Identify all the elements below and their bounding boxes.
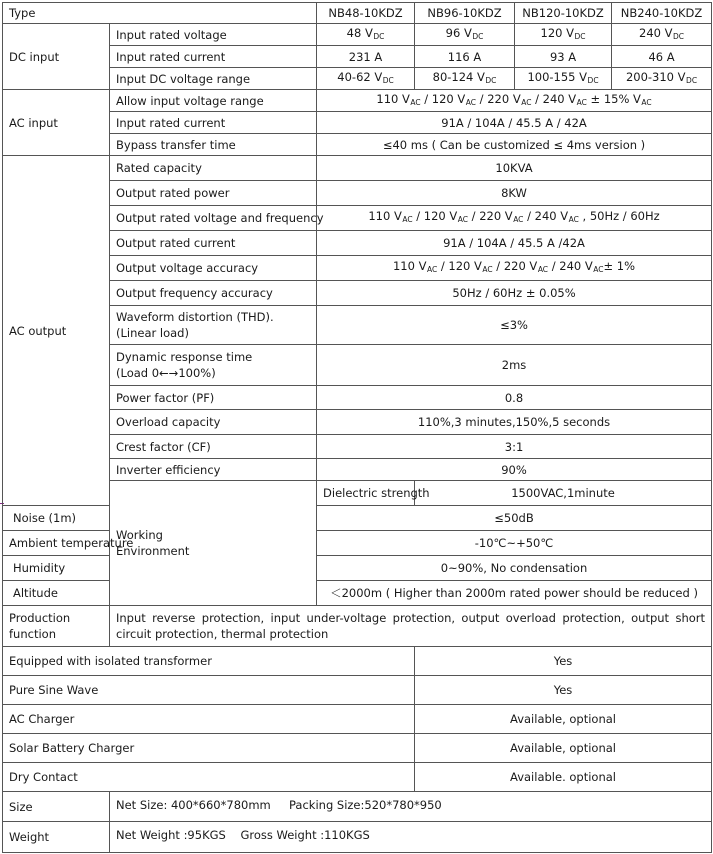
pf-row [3, 386, 712, 410]
production-value: Input reverse protection, input under-voltage protection, output overload protection, output short circuit protection, thermal protection [110, 606, 712, 647]
bypass-label: Bypass transfer time [110, 134, 317, 156]
dc-voltage-nb240: 240 $V_{DC}$ [612, 24, 712, 46]
voltage-accuracy-label: Output voltage accuracy [110, 256, 317, 281]
ac-allow-label: Allow input voltage range [110, 90, 317, 112]
dynamic-response-row [3, 345, 712, 386]
altitude-label: Altitude [3, 581, 110, 606]
overload-value: 110%,3 minutes,150%,5 seconds [317, 410, 712, 435]
working-environment-section: Working Environment [110, 481, 317, 606]
efficiency-row [3, 459, 712, 481]
feature-label: Pure Sine Wave [3, 676, 415, 705]
voltage-accuracy-value: 110 $V_{AC} / 120$ $V_{AC} / 220$ $V_{AC} / 240$ $V_{AC}\pm 1\%$ [317, 256, 712, 281]
freq-accuracy-label: Output frequency accuracy [110, 281, 317, 306]
feature-value: Yes [415, 676, 712, 705]
feature-row [3, 734, 712, 763]
feature-row [3, 676, 712, 705]
ac-input-section: AC input [3, 90, 110, 156]
overload-label: Overload capacity [110, 410, 317, 435]
capacity-label: Rated capacity [110, 156, 317, 181]
header-row [3, 3, 712, 24]
noise-row [3, 506, 712, 531]
pf-value: 0.8 [317, 386, 712, 410]
dc-current-nb120: 93 A [515, 46, 612, 68]
temperature-label: Ambient temperature [3, 531, 110, 556]
rated-vf-row [3, 206, 712, 231]
dc-range-row [3, 68, 712, 90]
dielectric-row [3, 481, 712, 506]
humidity-label: Humidity [3, 556, 110, 581]
feature-value: Available. optional [415, 763, 712, 792]
weight-row [3, 822, 712, 853]
dc-input-section: DC input [3, 24, 110, 90]
efficiency-value: 90% [317, 459, 712, 481]
feature-value: Yes [415, 647, 712, 676]
temperature-value: -10℃~+50℃ [317, 531, 712, 556]
model-nb120: NB120-10KDZ [515, 3, 612, 24]
ac-allow-value: 110 $V_{AC} / 120$ $V_{AC} / 220$ $V_{AC} / 240$ $V_{AC} \pm 15\%$ $V_{AC}$ [317, 90, 712, 112]
noise-value: ≤50dB [317, 506, 712, 531]
power-row [3, 181, 712, 206]
dc-range-nb120: 100-155 $V_{DC}$ [515, 68, 612, 90]
voltage-accuracy-row [3, 256, 712, 281]
crest-label: Crest factor (CF) [110, 435, 317, 459]
ac-input-current-row [3, 112, 712, 134]
dc-voltage-row [3, 24, 712, 46]
dc-range-label: Input DC voltage range [110, 68, 317, 90]
dielectric-value: 1500VAC,1minute [415, 481, 712, 506]
crest-value: 3:1 [317, 435, 712, 459]
rated-vf-label: Output rated voltage and frequency [110, 206, 317, 231]
dc-current-nb48: 231 A [317, 46, 415, 68]
output-current-row [3, 231, 712, 256]
noise-label: Noise (1m) [3, 506, 110, 531]
size-label: Size [3, 792, 110, 822]
dc-current-nb96: 116 A [415, 46, 515, 68]
freq-accuracy-value: 50Hz / 60Hz ± 0.05% [317, 281, 712, 306]
feature-label: Dry Contact [3, 763, 415, 792]
crest-row [3, 435, 712, 459]
ac-output-section: AC output [3, 156, 110, 506]
thd-label: Waveform distortion (THD). (Linear load) [110, 306, 317, 345]
capacity-row [3, 156, 712, 181]
temperature-row [3, 531, 712, 556]
ac-input-current-label: Input rated current [110, 112, 317, 134]
dynamic-response-value: 2ms [317, 345, 712, 386]
bypass-value: ≤40 ms ( Can be customized ≤ 4ms version ) [317, 134, 712, 156]
dc-current-label: Input rated current [110, 46, 317, 68]
production-row [3, 606, 712, 647]
dc-voltage-nb48: 48 $V_{DC}$ [317, 24, 415, 46]
output-current-label: Output rated current [110, 231, 317, 256]
pf-label: Power factor (PF) [110, 386, 317, 410]
thd-value: ≤3% [317, 306, 712, 345]
thd-row [3, 306, 712, 345]
weight-value: Net Weight :95KGS Gross Weight :110KGS [110, 822, 712, 853]
dielectric-label: Dielectric strength [317, 481, 415, 506]
dc-range-nb240: 200-310 $V_{DC}$ [612, 68, 712, 90]
overload-row [3, 410, 712, 435]
feature-label: Equipped with isolated transformer [3, 647, 415, 676]
humidity-value: 0~90%, No condensation [317, 556, 712, 581]
feature-row [3, 647, 712, 676]
rated-vf-value: 110 $V_{AC} / 120$ $V_{AC} / 220$ $V_{AC} / 240$ $V_{AC}$ , 50Hz / 60Hz [317, 206, 712, 231]
humidity-row [3, 556, 712, 581]
model-nb240: NB240-10KDZ [612, 3, 712, 24]
dynamic-response-label: Dynamic response time (Load 0←→100%) [110, 345, 317, 386]
dc-current-nb240: 46 A [612, 46, 712, 68]
model-nb96: NB96-10KDZ [415, 3, 515, 24]
dc-range-nb96: 80-124 $V_{DC}$ [415, 68, 515, 90]
production-section: Production function [3, 606, 110, 647]
feature-row [3, 705, 712, 734]
feature-value: Available, optional [415, 705, 712, 734]
altitude-value: ＜2000m ( Higher than 2000m rated power should be reduced ) [317, 581, 712, 606]
model-nb48: NB48-10KDZ [317, 3, 415, 24]
dc-voltage-nb96: 96 $V_{DC}$ [415, 24, 515, 46]
ac-allow-row [3, 90, 712, 112]
size-row [3, 792, 712, 822]
size-value: Net Size: 400*660*780mm Packing Size:520*780*950 [110, 792, 712, 822]
spec-table [2, 2, 712, 853]
ac-input-current-value: 91A / 104A / 45.5 A / 42A [317, 112, 712, 134]
weight-label: Weight [3, 822, 110, 853]
feature-value: Available, optional [415, 734, 712, 763]
type-label: Type [3, 3, 317, 24]
dc-range-nb48: 40-62 $V_{DC}$ [317, 68, 415, 90]
feature-label: Solar Battery Charger [3, 734, 415, 763]
power-value: 8KW [317, 181, 712, 206]
feature-label: AC Charger [3, 705, 415, 734]
efficiency-label: Inverter efficiency [110, 459, 317, 481]
dc-voltage-nb120: 120 $V_{DC}$ [515, 24, 612, 46]
freq-accuracy-row [3, 281, 712, 306]
dc-current-row [3, 46, 712, 68]
output-current-value: 91A / 104A / 45.5 A /42A [317, 231, 712, 256]
bypass-row [3, 134, 712, 156]
capacity-value: 10KVA [317, 156, 712, 181]
power-label: Output rated power [110, 181, 317, 206]
altitude-row [3, 581, 712, 606]
dc-voltage-label: Input rated voltage [110, 24, 317, 46]
feature-row [3, 763, 712, 792]
